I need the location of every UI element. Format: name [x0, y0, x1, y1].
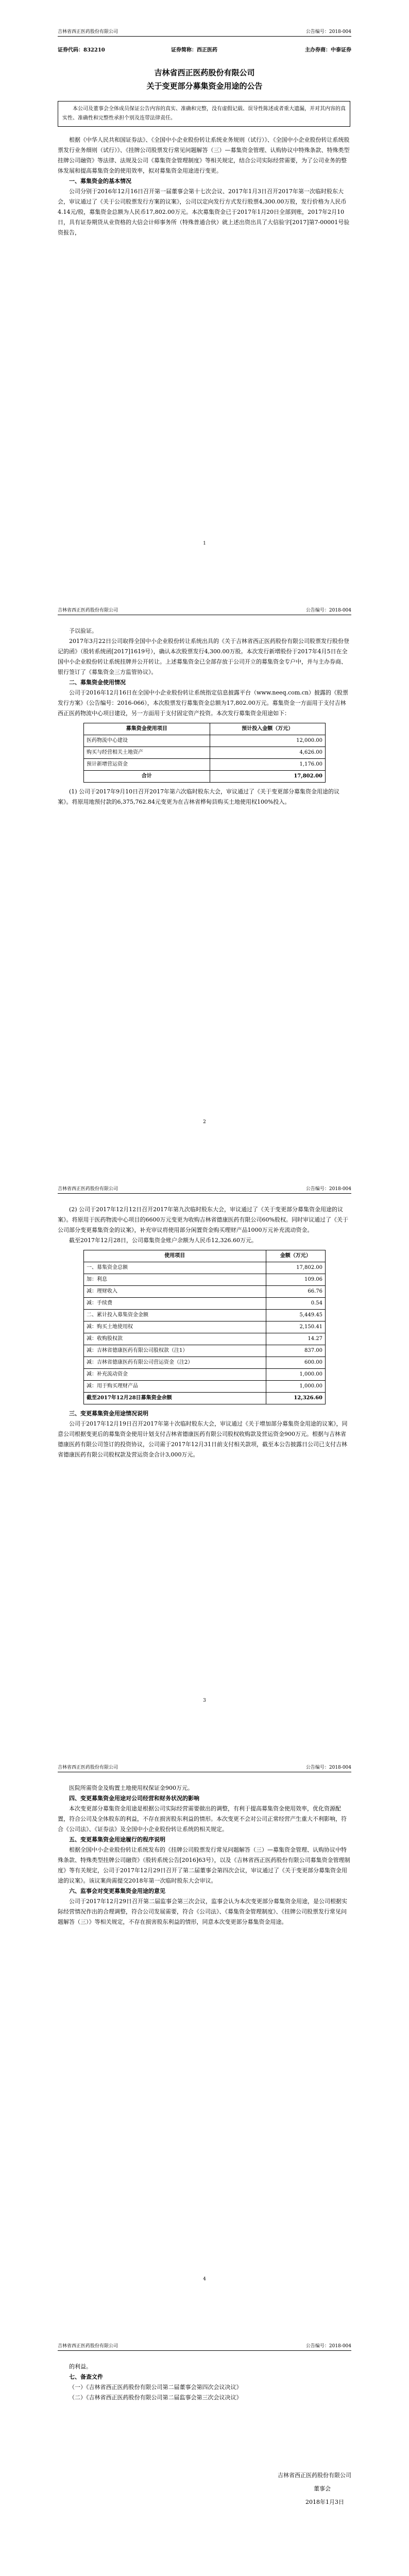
- table-cell: 截至2017年12月28日募集资金余额: [84, 1393, 266, 1404]
- table-total-row: [84, 1393, 326, 1404]
- header-company: 吉林省西正医药股份有限公司: [58, 1765, 118, 1770]
- paragraph: 医院所需资金及购置土地使用权保证金900万元。: [69, 1785, 193, 1791]
- signature-company: 吉林省西正医药股份有限公司: [278, 2472, 351, 2479]
- table-cell: 预计新增营运资金: [84, 759, 210, 771]
- section-4-heading: 四、变更募集资金用途对公司经营和财务状况的影响: [69, 1795, 199, 1802]
- section-5-paragraph: 根据全国中小企业股份转让系统发布的《挂牌公司股票发行常见问题解答（三）—募集资金管理、认购协议中特殊条款、特殊类型挂牌公司融资》（股转系统公告[2016]63号），以及《吉林省西正医药股份有限公司募集资金管理制度》等有关规定，公司于2017年12月29日召开了第二届董事会第四次会议，审议通过了《关于变更部分募集资金用途的议案》。该议案尚需提交2018年第一次临时股东大会审议。: [58, 1846, 350, 1884]
- table-cell: 2,150.41: [266, 1321, 325, 1333]
- table-row: [84, 1381, 326, 1393]
- section-3-heading: 三、变更募集资金用途情况说明: [69, 1410, 148, 1417]
- document-title: [58, 66, 351, 93]
- table-row: [84, 759, 326, 771]
- table-row: [84, 1333, 326, 1345]
- table-cell: 购买与经营相关土地资产: [84, 747, 210, 759]
- page-header: [58, 1762, 351, 1772]
- page-number: 4: [203, 2277, 206, 2282]
- header-company: 吉林省西正医药股份有限公司: [58, 2344, 118, 2349]
- security-code: 证券代码：832210: [58, 47, 105, 53]
- page-header: [58, 27, 351, 37]
- table-cell: 减：理财收入: [84, 1286, 266, 1298]
- table-row: [84, 747, 326, 759]
- attachment-item: （一）《吉林省西正医药股份有限公司第二届董事会第四次会议决议》: [69, 2384, 242, 2391]
- intro-paragraph: 根据《中华人民共和国证券法》、《全国中小企业股份转让系统业务规则（试行）》、《全国中小企业股份转让系统股票发行业务细则（试行）》、《挂牌公司股票发行常见问题解答（三）—募集资金管理、认购协议中特殊条款、特殊类型挂牌公司融资》等法律、法规及公司《募集资金管理制度》等相关规定，结合公司实际经营需要，为了公司业务的整体发展和提高募集资金的使用效率，拟对募集资金用途进行变更。: [58, 137, 350, 174]
- section-1-paragraph-1: 公司分别于2016年12月16日召开第一届董事会第十七次会议、2017年1月3日召开2017年第一次临时股东大会，审议通过了《关于公司股票发行方案的议案》，公司以定向发行方式发行股票4,300.00万股，发行价格为人民币4.14元/股，募集资金总额为人民币17,802.00万元。本次募集资金已于2017年1月20日全部到账，2017年2月10日，具有证券期货从业资格的大信会计师事务所（特殊普通合伙）就上述出资出具了大信验字[2017]第7-00001号验资报告，: [58, 188, 350, 236]
- table-cell: 14.27: [266, 1333, 325, 1345]
- table-cell: 减：吉林省德康医药有限公司营运资金（注2）: [84, 1357, 266, 1369]
- page-1: [0, 0, 409, 579]
- table-cell: 减：吉林省德康医药有限公司股权款（注1）: [84, 1345, 266, 1357]
- page-1-body: [58, 135, 351, 238]
- section-1-heading: 一、募集资金的基本情况: [69, 178, 131, 184]
- section-4-paragraph: 本次变更部分募集资金用途是根据公司实际经营需要做出的调整，有利于提高募集资金使用效率，优化资源配置，符合公司及全体股东的利益，不存在损害股东利益的情形。本次变更不会对公司正常经营产生重大不利影响，符合《公司法》、《证券法》及全国中小企业股份转让系统的相关规定。: [58, 1805, 347, 1833]
- table-cell: 合计: [84, 771, 210, 783]
- page-3-body: [58, 1205, 351, 1460]
- table-cell: 减：手续费: [84, 1298, 266, 1310]
- header-notice-no: 公告编号：2018-004: [305, 608, 351, 613]
- paragraph: 截至2017年12月28日，公司募集资金账户余额为人民币12,326.60万元。: [69, 1237, 257, 1244]
- page-number: 3: [203, 1698, 206, 1703]
- header-company: 吉林省西正医药股份有限公司: [58, 29, 118, 35]
- table-row: [84, 1262, 326, 1274]
- header-company: 吉林省西正医药股份有限公司: [58, 608, 118, 613]
- table-cell: 二、累计投入募集资金金额: [84, 1310, 266, 1321]
- header-company: 吉林省西正医药股份有限公司: [58, 1187, 118, 1192]
- signature-date: 2018年1月3日: [305, 2499, 344, 2505]
- page-number: 1: [203, 541, 206, 546]
- fund-use-table: [83, 723, 326, 783]
- attachment-item: （二）《吉林省西正医药股份有限公司第二届监事会第三次会议决议》: [69, 2394, 242, 2401]
- table-cell: 12,326.60: [266, 1393, 325, 1404]
- table-cell: 17,802.00: [266, 1262, 325, 1274]
- fund-balance-table: [83, 1250, 326, 1404]
- section-2-heading: 二、募集资金使用情况: [69, 679, 126, 686]
- table-cell: 医药物流中心建设: [84, 735, 210, 747]
- paragraph: (1) 公司于2017年9月10日召开2017年第六次临时股东大会，审议通过了《关于变更部分募集资金用途的议案》。将原用地预付款的6,375,762.84元变更为在吉林省桦甸县购买土地使用权100%投入。: [58, 788, 340, 805]
- page-header: [58, 2341, 351, 2351]
- table-header-cell: 使用项目: [84, 1250, 266, 1262]
- table-cell: 17,802.00: [210, 771, 325, 783]
- table-cell: 减：收购股权款: [84, 1333, 266, 1345]
- signature-board: 董事会: [314, 2485, 331, 2492]
- table-row: [84, 1286, 326, 1298]
- table-cell: 600.00: [266, 1357, 325, 1369]
- section-6-heading: 六、监事会对变更募集资金用途的意见: [69, 1888, 165, 1894]
- table-cell: 4,626.00: [210, 747, 325, 759]
- title-line-1: 吉林省西正医药股份有限公司: [154, 68, 255, 77]
- table-row: [84, 1345, 326, 1357]
- table-row: [84, 1321, 326, 1333]
- page-2-body: [58, 626, 351, 807]
- disclaimer-box: 本公司及董事会全体成员保证公告内容的真实、准确和完整，没有虚假记载、误导性陈述或者重大遗漏，并对其内容的真实性、准确性和完整性承担个别及连带法律责任。: [58, 101, 350, 127]
- table-cell: 减：购买土地使用权: [84, 1321, 266, 1333]
- table-cell: 1,000.00: [266, 1381, 325, 1393]
- table-row: [84, 1274, 326, 1286]
- signature-block: [58, 2469, 351, 2509]
- security-abbr: 证券简称：西正医药: [171, 47, 217, 53]
- table-cell: 1,000.00: [266, 1369, 325, 1381]
- header-notice-no: 公告编号：2018-004: [305, 1765, 351, 1770]
- section-3-paragraph: 公司于2017年12月19日召开2017年第十次临时股东大会，审议通过《关于增加部分募集资金用途的议案》，同意公司根据变更后的募集资金使用计划支付吉林省德康医药有限公司股权收购款及营运资金900万元。根据与吉林省德康医药有限公司签订的投资协议，公司需于2017年12月31日前支付相关款项，截至本公告披露日公司已支付吉林省德康医药有限公司股权款及营运资金合计3,000万元。: [58, 1420, 348, 1458]
- table-cell: 加：利息: [84, 1274, 266, 1286]
- table-row: [84, 1369, 326, 1381]
- section-2-paragraph: 公司于2016年12月16日在全国中小企业股份转让系统指定信息披露平台（www.neeq.com.cn）披露的《股票发行方案》（公告编号：2016-066），本次股票发行募集资金总额为17,802.00万元。募集资金一方面用于支付吉林西正医药物流中心项目建设，另一方面用于支付固定资产投资。本次发行募集资金用途如下：: [58, 689, 349, 717]
- page-5-body: [58, 2362, 351, 2403]
- table-row: [84, 735, 326, 747]
- page-header: [58, 605, 351, 615]
- section-6-paragraph: 公司于2017年12月29日召开第二届监事会第三次会议，监事会认为本次变更部分募集资金用途，是公司根据实际经营情况作出的合理调整，符合公司发展需要，符合《公司法》、《募集资金管理制度》、《挂牌公司股票发行常见问题解答（三）》等相关规定，不存在损害股东利益的情形，同意本次变更部分募集资金用途。: [58, 1898, 347, 1925]
- section-5-heading: 五、变更募集资金用途履行的程序说明: [69, 1836, 165, 1843]
- page-2: [0, 579, 409, 1157]
- table-row: [84, 1357, 326, 1369]
- paragraph: 的利益。: [69, 2363, 92, 2370]
- table-header-cell: 预计投入金额（万元）: [210, 723, 325, 735]
- header-notice-no: 公告编号：2018-004: [305, 2344, 351, 2349]
- table-cell: 66.76: [266, 1286, 325, 1298]
- table-cell: 0.54: [266, 1298, 325, 1310]
- paragraph: 2017年3月22日公司取得全国中小企业股份转让系统出具的《关于吉林省西正医药股份有限公司股票发行股份登记的函》（股转系统函[2017]1619号），确认本次股票发行4,300.00万股。本次发行新增股份于2017年4月5日在全国中小企业股份转让系统挂牌并公开转让。上述募集资金已全部存放于公司开立的募集资金专户中，并与主办券商、银行签订了《募集资金三方监管协议》。: [58, 638, 349, 675]
- section-7-heading: 七、备查文件: [69, 2374, 103, 2380]
- page-4: [0, 1736, 409, 2314]
- table-cell: 减：用于购买理财产品: [84, 1381, 266, 1393]
- page-number: 2: [203, 1120, 206, 1125]
- broker: 主办券商：中泰证券: [305, 47, 351, 53]
- header-notice-no: 公告编号：2018-004: [305, 29, 351, 35]
- paragraph: (2) 公司于2017年12月12日召开2017年第九次临时股东大会，审议通过了《关于变更部分募集资金用途的议案》。将原用于医药物流中心项目的6600万元变更为收购吉林省德康医药有限公司60%股权。同时审议通过了《关于公司部分变更募集资金的议案》，补充审议将使用部分闲置资金购买理财产品1000万元补充流动资金。: [58, 1206, 348, 1233]
- table-cell: 1,176.00: [210, 759, 325, 771]
- table-cell: 减：补充流动资金: [84, 1369, 266, 1381]
- table-header-cell: 募集资金使用项目: [84, 723, 210, 735]
- table-cell: 5,449.45: [266, 1310, 325, 1321]
- table-row: [84, 1310, 326, 1321]
- table-row: [84, 1298, 326, 1310]
- title-line-2: 关于变更部分募集资金用途的公告: [146, 81, 263, 91]
- table-header-cell: 金额（万元）: [266, 1250, 325, 1262]
- header-notice-no: 公告编号：2018-004: [305, 1187, 351, 1192]
- table-total-row: [84, 771, 326, 783]
- page-3: [0, 1157, 409, 1736]
- page-header: [58, 1184, 351, 1194]
- table-cell: 109.06: [266, 1274, 325, 1286]
- table-cell: 837.00: [266, 1345, 325, 1357]
- page-5: [0, 2314, 409, 2576]
- table-cell: 12,000.00: [210, 735, 325, 747]
- page-4-body: [58, 1783, 351, 1927]
- table-cell: 一、募集资金总额: [84, 1262, 266, 1274]
- paragraph: 予以验证。: [69, 628, 97, 634]
